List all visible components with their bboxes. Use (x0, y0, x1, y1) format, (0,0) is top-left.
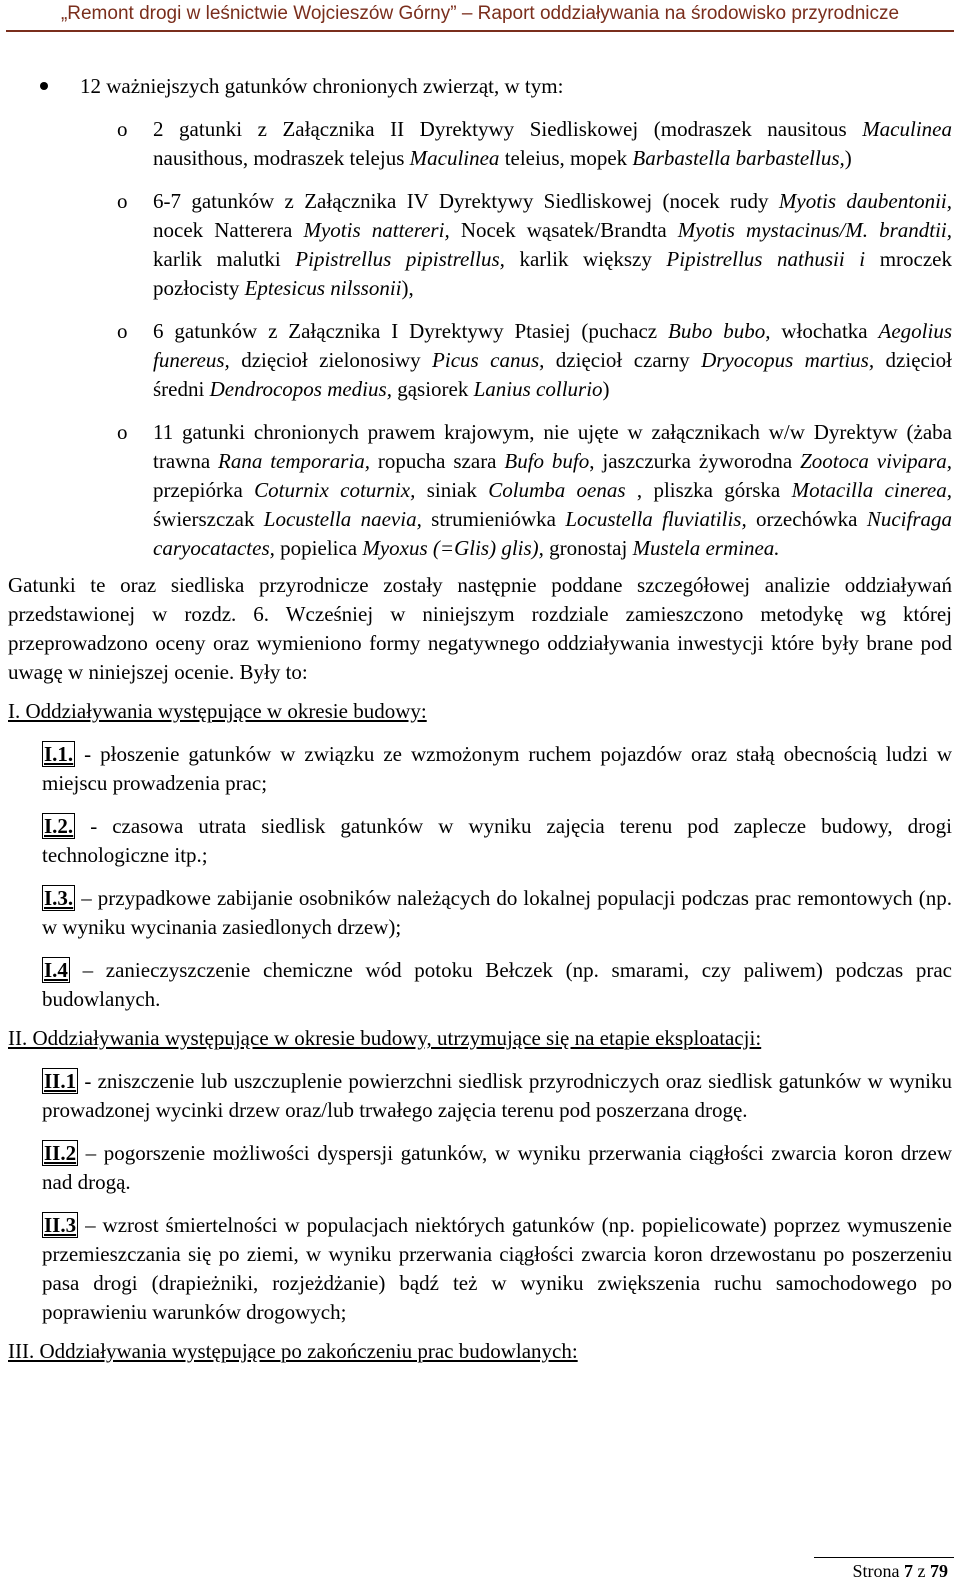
footer-rule (814, 1557, 954, 1558)
sub-item-annex-iv (117, 187, 952, 303)
sub-item-text: 11 gatunki chronionych prawem krajowym, nie ujęte w załącznikach w/w Dyrektyw (żaba trawna Rana temporaria, ropucha szara Bufo bufo, jaszczurka żyworodna Zootoca vivipara, przepiórka Coturnix coturnix, siniak Columba oenas , pliszka górska Motacilla cinerea, świerszczak Locustella naevia, strumieniówka Locustella fluviatilis, orzechówka Nucifraga caryocatactes, popielica Myoxus (=Glis) glis), gronostaj Mustela erminea. (153, 420, 953, 560)
sub-marker: o (117, 319, 128, 343)
impact-item: I.3. – przypadkowe zabijanie osobników należących do lokalnej populacji podczas prac remontowych (np. w wyniku wycinania zasiedlonych drzew); (42, 886, 952, 939)
impact-code: II.2 (44, 1141, 77, 1165)
bullet-text: 12 ważniejszych gatunków chronionych zwierząt, w tym: (80, 74, 564, 98)
impact-list-construction (8, 740, 952, 1014)
page-header: „Remont drogi w leśnictwie Wojcieszów Górny” – Raport oddziaływania na środowisko przyrodnicze (60, 3, 900, 24)
sub-marker: o (117, 420, 128, 444)
header-rule (6, 30, 954, 32)
page-number: Strona 7 z 79 (852, 1561, 948, 1581)
sub-item-annex-ii (117, 115, 952, 173)
section-heading-exploitation: II. Oddziaływania występujące w okresie budowy, utrzymujące się na etapie eksploatacji: (8, 1026, 762, 1050)
impact-code: II.1 (44, 1069, 77, 1093)
section-heading-construction: I. Oddziaływania występujące w okresie budowy: (8, 699, 427, 723)
summary-paragraph: Gatunki te oraz siedliska przyrodnicze zostały następnie poddane szczegółowej analizie oddziaływań przedstawionej w rozdz. 6. Wcześniej w niniejszym rozdziale zamieszczono metodykę wg której przeprowadzono oceny oraz wymieniono formy negatywnego oddziaływania inwestycji które były brane pod uwagę w niniejszej ocenie. Były to: (8, 573, 952, 684)
sub-item-text: 6-7 gatunków z Załącznika IV Dyrektywy Siedliskowej (nocek rudy Myotis daubentonii, nocek Natterera Myotis nattereri, Nocek wąsatek/Brandta Myotis mystacinus/M. brandtii, karlik malutki Pipistrellus pipistrellus, karlik większy Pipistrellus nathusii i mroczek pozłocisty Eptesicus nilssonii), (153, 189, 952, 300)
sub-marker: o (117, 189, 128, 213)
sub-item-national (117, 418, 953, 563)
impact-code: I.2. (44, 814, 74, 838)
impact-item: II.2 – pogorszenie możliwości dyspersji gatunków, w wyniku przerwania ciągłości zwarcia koron drzew nad drogą. (42, 1141, 952, 1194)
section-heading-after-construction: III. Oddziaływania występujące po zakończeniu prac budowlanych: (8, 1339, 578, 1363)
impact-item: I.2. - czasowa utrata siedlisk gatunków w wyniku zajęcia terenu pod zaplecze budowy, drogi technologiczne itp.; (42, 814, 952, 867)
impact-item: II.1 - zniszczenie lub uszczuplenie powierzchni siedlisk przyrodniczych oraz siedlisk gatunków w wyniku prowadzonej wycinki drzew oraz/lub trwałego zajęcia terenu pod poszerzana drogę. (42, 1069, 952, 1122)
impact-item: II.3 – wzrost śmiertelności w populacjach niektórych gatunków (np. popielicowate) poprzez wymuszenie przemieszczania się po ziemi, w wyniku przerwania ciągłości zwarcia koron drzewostanu po poszerzeniu pasa drogi (drapieżniki, rozjeżdżanie) bądź też w wyniku zwiększenia ruchu samochodowego po poprawieniu warunków drogowych; (42, 1213, 952, 1324)
bullet-item (8, 72, 952, 101)
impact-code: I.3. (44, 886, 74, 910)
impact-item: I.4 – zanieczyszczenie chemiczne wód potoku Bełczek (np. smarami, czy paliwem) podczas prac budowlanych. (42, 958, 952, 1011)
sub-marker: o (117, 117, 128, 141)
impact-list-exploitation (8, 1067, 952, 1327)
sub-item-birds-directive (117, 317, 953, 404)
impact-item: I.1. - płoszenie gatunków w związku ze wzmożonym ruchem pojazdów oraz stałą obecnością ludzi w miejscu prowadzenia prac; (42, 742, 952, 795)
impact-code: I.1. (44, 742, 74, 766)
sub-item-text: 6 gatunków z Załącznika I Dyrektywy Ptasiej (puchacz Bubo bubo, włochatka Aegolius funereus, dzięcioł zielonosiwy Picus canus, dzięcioł czarny Dryocopus martius, dzięcioł średni Dendrocopos medius, gąsiorek Lanius collurio) (153, 319, 953, 401)
sub-item-text: 2 gatunki z Załącznika II Dyrektywy Siedliskowej (modraszek nausitous Maculinea nausithous, modraszek telejus Maculinea teleius, mopek Barbastella barbastellus,) (153, 117, 952, 170)
page-content (8, 72, 952, 1366)
impact-code: I.4 (44, 958, 68, 982)
impact-code: II.3 (44, 1213, 77, 1237)
bullet-dot-icon (40, 82, 48, 90)
